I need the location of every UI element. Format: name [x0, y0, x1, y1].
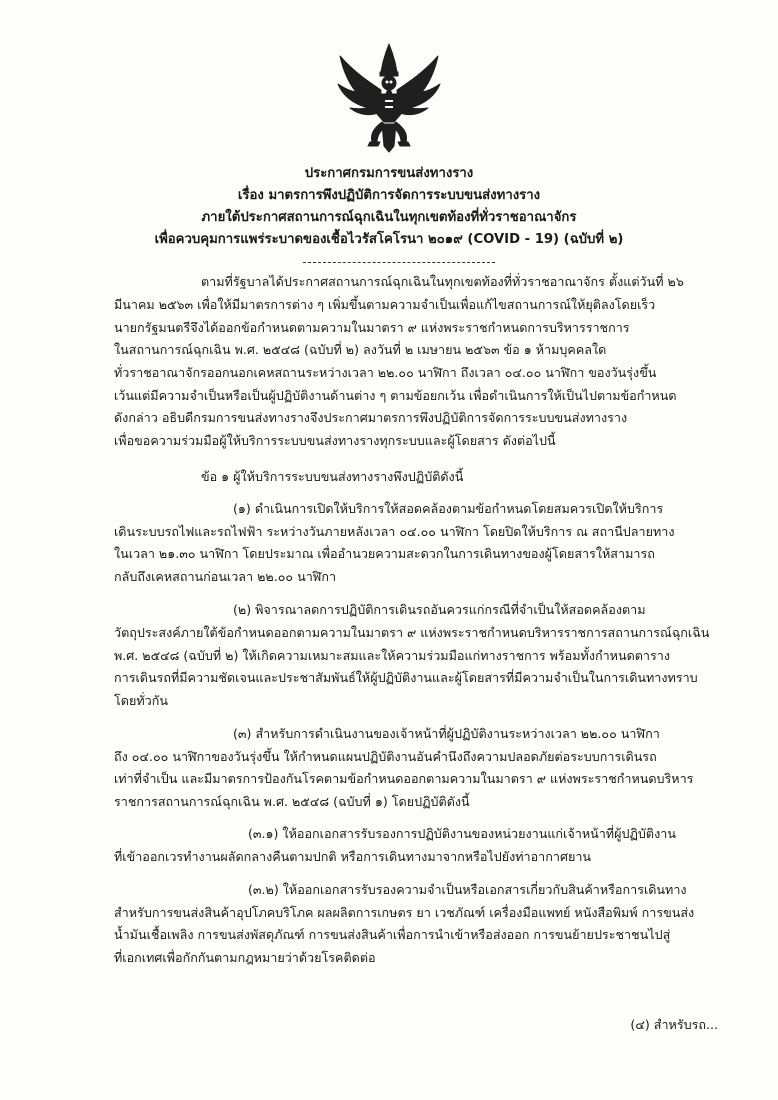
body-line: เว้นแต่มีความจำเป็นหรือเป็นผู้ปฏิบัติงานด้านต่าง ๆ ตามข้อยกเว้น เพื่อดำเนินการให้เป็นไปตามข้อกำหนด [114, 388, 677, 403]
body-line: ในเวลา ๒๑.๓๐ นาฬิกา โดยประมาณ เพื่ออำนวยความสะดวกในการเดินทางของผู้โดยสารให้สามารถ [114, 546, 655, 561]
body-line: (๑) ดำเนินการเปิดให้บริการให้สอดคล้องตามข้อกำหนดโดยสมควรเปิดให้บริการ [233, 501, 664, 516]
body-line: สำหรับการขนส่งสินค้าอุปโภคบริโภค ผลผลิตการเกษตร ยา เวชภัณฑ์ เครื่องมือแพทย์ หนังสือพิมพ์ การขนส่ง [114, 905, 695, 920]
body-line: ในสถานการณ์ฉุกเฉิน พ.ศ. ๒๕๔๘ (ฉบับที่ ๒) ลงวันที่ ๒ เมษายน ๒๕๖๓ ข้อ ๑ ห้ามบุคคลใด [114, 342, 607, 357]
body-line: เท่าที่จำเป็น และมีมาตรการป้องกันโรคตามข้อกำหนดออกตามความในมาตรา ๙ แห่งพระราชกำหนดบริหาร [114, 771, 694, 786]
body-line: การเดินรถที่มีความชัดเจนและประชาสัมพันธ์ให้ผู้ปฏิบัติงานและผู้โดยสารที่มีความจำเป็นในการเดินทางทราบ [114, 670, 698, 685]
subject-line: เรื่อง มาตรการพึงปฏิบัติการจัดการระบบขนส่งทางราง [237, 188, 541, 203]
body-line: ที่เข้าออกเวรทำงานผลัดกลางคืนตามปกติ หรือการเดินทางมาจากหรือไปยังท่าอากาศยาน [114, 849, 592, 864]
body-line: (๒) พิจารณาลดการปฏิบัติการเดินรถอันควรแก่กรณีที่จำเป็นให้สอดคล้องตาม [233, 602, 646, 617]
body-line: วัตถุประสงค์ภายใต้ข้อกำหนดออกตามความในมาตรา ๙ แห่งพระราชกำหนดบริหารราชการสถานการณ์ฉุกเฉิน [114, 625, 710, 640]
body-line: (๓.๑) ให้ออกเอกสารรับรองการปฏิบัติงานของหน่วยงานแก่เจ้าหน้าที่ผู้ปฏิบัติงาน [248, 826, 676, 841]
subject-line-2: ภายใต้ประกาศสถานการณ์ฉุกเฉินในทุกเขตท้องที่ทั่วราชอาณาจักร [201, 210, 577, 225]
body-line: ที่เอกเทศเพื่อกักกันตามกฎหมายว่าด้วยโรคติดต่อ [114, 950, 376, 965]
body-line: นายกรัฐมนตรีจึงได้ออกข้อกำหนดตามความในมาตรา ๙ แห่งพระราชกำหนดการบริหารราชการ [114, 320, 630, 335]
clause-heading: ข้อ ๑ ผู้ให้บริการระบบขนส่งทางรางพึงปฏิบัติดังนี้ [201, 469, 464, 484]
body-line: เดินระบบรถไฟและรถไฟฟ้า ระหว่างวันภายหลังเวลา ๐๔.๐๐ นาฬิกา โดยปิดให้บริการ ณ สถานีปลายทาง [114, 524, 675, 539]
body-line: กลับถึงเคหสถานก่อนเวลา ๒๒.๐๐ นาฬิกา [114, 569, 337, 584]
announcement-heading: ประกาศกรมการขนส่งทางราง [304, 166, 474, 181]
body-line: ถึง ๐๔.๐๐ นาฬิกาของวันรุ่งขึ้น ให้กำหนดแผนปฏิบัติงานอันคำนึงถึงความปลอดภัยต่อระบบการเดินรถ [114, 749, 657, 764]
body-line: มีนาคม ๒๕๖๓ เพื่อให้มีมาตรการต่าง ๆ เพิ่มขึ้นตามความจำเป็นเพื่อแก้ไขสถานการณ์ให้ยุติลงโดยเร็ว [114, 297, 656, 312]
dashed-divider [303, 262, 495, 263]
body-line: เพื่อขอความร่วมมือผู้ให้บริการระบบขนส่งทางรางทุกระบบและผู้โดยสาร ดังต่อไปนี้ [114, 433, 556, 448]
body-line: ทั่วราชอาณาจักรออกนอกเคหสถานระหว่างเวลา ๒๒.๐๐ นาฬิกา ถึงเวลา ๐๔.๐๐ นาฬิกา ของวันรุ่งขึ้น [114, 365, 657, 380]
body-line: น้ำมันเชื้อเพลิง การขนส่งพัสดุภัณฑ์ การขนส่งสินค้าเพื่อการนำเข้าหรือส่งออก การขนย้ายประชาชนไปสู่ [114, 927, 671, 942]
body-line: ดังกล่าว อธิบดีกรมการขนส่งทางรางจึงประกาศมาตรการพึงปฏิบัติการจัดการระบบขนส่งทางราง [114, 410, 628, 425]
garuda-emblem [334, 42, 444, 154]
body-line: ตามที่รัฐบาลได้ประกาศสถานการณ์ฉุกเฉินในทุกเขตท้องที่ทั่วราชอาณาจักร ตั้งแต่วันที่ ๒๖ [201, 274, 684, 289]
body-line: ราชการสถานการณ์ฉุกเฉิน พ.ศ. ๒๕๔๘ (ฉบับที่ ๑) โดยปฏิบัติดังนี้ [114, 794, 470, 809]
body-line: พ.ศ. ๒๕๔๘ (ฉบับที่ ๒) ให้เกิดความเหมาะสมและให้ความร่วมมือแก่ทางราชการ พร้อมทั้งกำหนดตาราง [114, 648, 670, 663]
continuation-note: (๔) สำหรับรถ... [630, 1017, 718, 1032]
body-line: (๓) สำหรับการดำเนินงานของเจ้าหน้าที่ผู้ปฏิบัติงานระหว่างเวลา ๒๒.๐๐ นาฬิกา [233, 726, 660, 741]
subject-line-3: เพื่อควบคุมการแพร่ระบาดของเชื้อไวรัสโคโรนา ๒๐๑๙ (COVID - 19) (ฉบับที่ ๒) [154, 232, 624, 247]
body-line: (๓.๒) ให้ออกเอกสารรับรองความจำเป็นหรือเอกสารเกี่ยวกับสินค้าหรือการเดินทาง [248, 882, 687, 897]
body-line: โดยทั่วกัน [114, 693, 168, 708]
